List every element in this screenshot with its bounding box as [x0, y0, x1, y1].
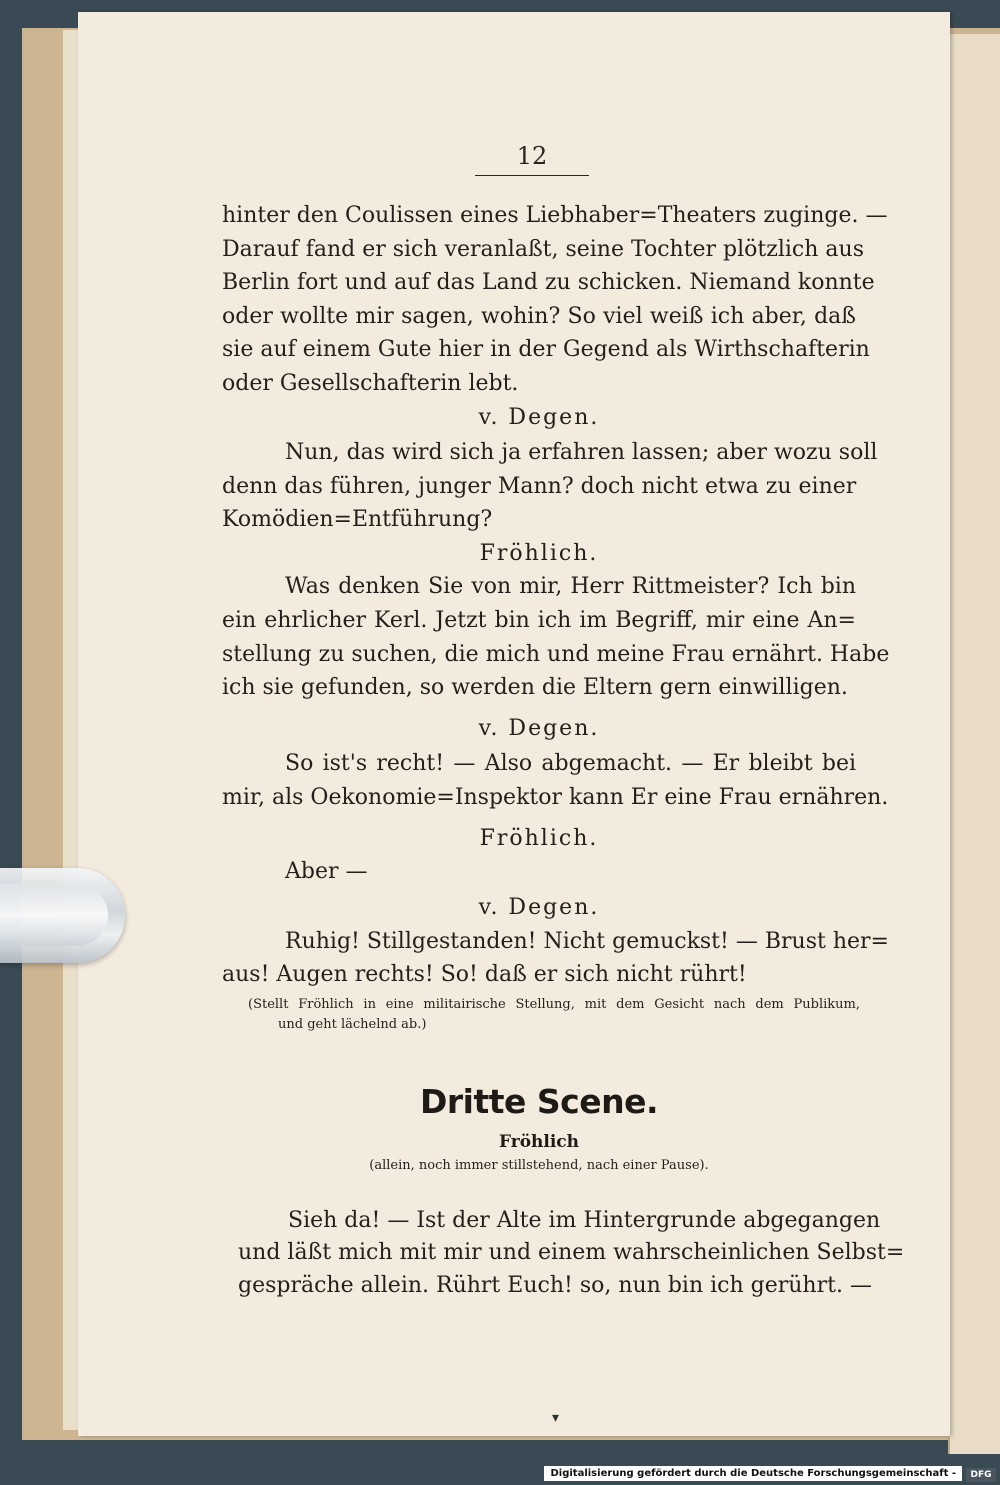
text-line: Darauf fand er sich veranlaßt, seine Tochter plötzlich aus	[222, 237, 864, 262]
text-line: sie auf einem Gute hier in der Gegend als Wirthschafterin	[222, 337, 870, 362]
speaker-name: Fröhlich.	[479, 541, 599, 566]
stage-direction: (Stellt Fröhlich in eine militairische Stellung, mit dem Gesicht nach dem Publikum,	[248, 997, 860, 1012]
text-line: gespräche allein. Rührt Euch! so, nun bin ich gerührt. —	[238, 1273, 872, 1298]
text-line: und läßt mich mit mir und einem wahrscheinlichen Selbst=	[238, 1240, 905, 1265]
text-line: ich sie gefunden, so werden die Eltern gern einwilligen.	[222, 675, 848, 700]
speaker-name: v. Degen.	[478, 716, 600, 741]
text-line: Ruhig! Stillgestanden! Nicht gemuckst! — Brust her=	[285, 929, 889, 954]
digitization-credit: Digitalisierung gefördert durch die Deutsche Forschungsgemeinschaft -	[544, 1466, 962, 1481]
text-line: Was denken Sie von mir, Herr Rittmeister? Ich bin	[285, 574, 856, 599]
text-line: Berlin fort und auf das Land zu schicken. Niemand konnte	[222, 270, 875, 295]
scene-note: (allein, noch immer stillstehend, nach einer Pause).	[369, 1158, 709, 1173]
page-number-rule	[475, 175, 589, 176]
adjacent-page-edge	[948, 34, 1000, 1454]
printer-mark: ▾	[552, 1410, 560, 1426]
text-line: aus! Augen rechts! So! daß er sich nicht rührt!	[222, 962, 747, 987]
text-line: mir, als Oekonomie=Inspektor kann Er eine Frau ernähren.	[222, 785, 889, 810]
text-line: ein ehrlicher Kerl. Jetzt bin ich im Begriff, mir eine An=	[222, 608, 856, 633]
text-line: Aber —	[285, 859, 368, 884]
page-number: 12	[516, 142, 548, 170]
text-line: Komödien=Entführung?	[222, 507, 493, 532]
speaker-name: v. Degen.	[478, 895, 600, 920]
dfg-logo: DFG	[966, 1468, 996, 1482]
text-line: hinter den Coulissen eines Liebhaber=Theaters zuginge. —	[222, 203, 888, 228]
scene-speaker: Fröhlich	[498, 1132, 580, 1152]
text-line: oder Gesellschafterin lebt.	[222, 371, 519, 396]
stage-direction: und geht lächelnd ab.)	[278, 1017, 427, 1032]
text-line: oder wollte mir sagen, wohin? So viel weiß ich aber, daß	[222, 304, 856, 329]
text-line: Nun, das wird sich ja erfahren lassen; aber wozu soll	[285, 440, 878, 465]
page-clip-highlight	[0, 884, 108, 946]
text-line: So ist's recht! — Also abgemacht. — Er bleibt bei	[285, 751, 856, 776]
text-line: stellung zu suchen, die mich und meine Frau ernährt. Habe	[222, 642, 890, 667]
scene-title: Dritte Scene.	[419, 1082, 659, 1121]
text-line: denn das führen, junger Mann? doch nicht etwa zu einer	[222, 474, 857, 499]
speaker-name: v. Degen.	[478, 405, 600, 430]
speaker-name: Fröhlich.	[479, 826, 599, 851]
text-line: Sieh da! — Ist der Alte im Hintergrunde abgegangen	[288, 1208, 881, 1233]
